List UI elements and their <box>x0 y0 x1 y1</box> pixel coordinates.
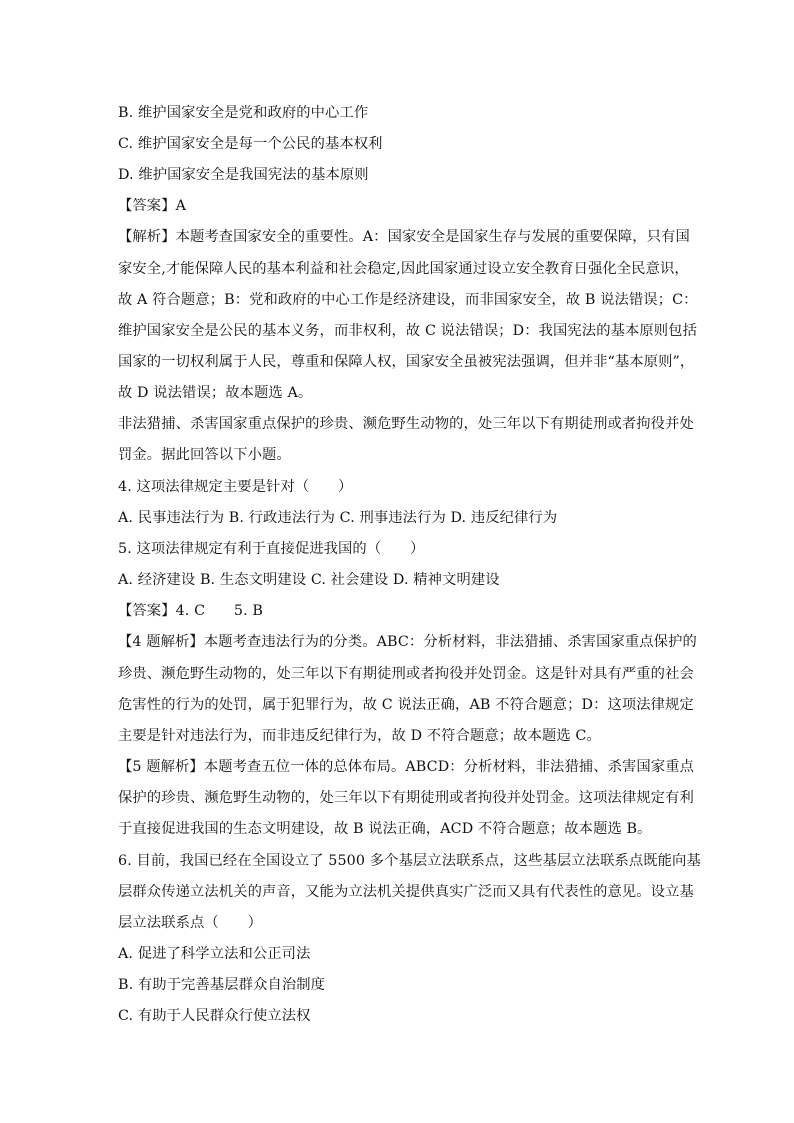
question-4: 4. 这项法律规定主要是针对（ ） <box>118 479 353 495</box>
option-a: A. 促进了科学立法和公正司法 <box>118 946 311 962</box>
answer-line: 【答案】A <box>118 198 187 214</box>
analysis-line: 故 D 说法错误；故本题选 A。 <box>118 385 313 401</box>
analysis-4-line: 主要是针对违法行为，而非违反纪律行为，故 D 不符合题意；故本题选 C。 <box>118 728 601 744</box>
analysis-line: 【解析】本题考查国家安全的重要性。A：国家安全是国家生存与发展的重要保障，只有国 <box>118 229 690 245</box>
material-line: 非法猎捕、杀害国家重点保护的珍贵、濒危野生动物的，处三年以下有期徒刑或者拘役并处 <box>118 416 694 432</box>
analysis-4-line: 珍贵、濒危野生动物的，处三年以下有期徒刑或者拘役并处罚金。这是针对具有严重的社会 <box>118 666 694 682</box>
question-6: 6. 目前，我国已经在全国设立了 5500 多个基层立法联系点，这些基层立法联系点既能向基 <box>118 853 701 869</box>
question-5-options: A. 经济建设 B. 生态文明建设 C. 社会建设 D. 精神文明建设 <box>118 572 500 588</box>
analysis-5-line: 保护的珍贵、濒危野生动物的，处三年以下有期徒刑或者拘役并处罚金。这项法律规定有利 <box>118 790 694 806</box>
answer-line: 【答案】4. C 5. B <box>118 603 263 619</box>
material-line: 罚金。据此回答以下小题。 <box>118 447 291 463</box>
analysis-line: 故 A 符合题意；B：党和政府的中心工作是经济建设，而非国家安全，故 B 说法错误；C： <box>118 292 698 308</box>
option-c: C. 有助于人民群众行使立法权 <box>118 1008 311 1024</box>
question-6: 层立法联系点（ ） <box>118 915 262 931</box>
analysis-5-line: 于直接促进我国的生态文明建设，故 B 说法正确，ACD 不符合题意；故本题选 B。 <box>118 821 652 837</box>
analysis-4-line: 【4 题解析】本题考查违法行为的分类。ABC：分析材料，非法猎捕、杀害国家重点保护的 <box>118 634 697 650</box>
option-b: B. 维护国家安全是党和政府的中心工作 <box>118 105 369 121</box>
analysis-line: 国家的一切权利属于人民，尊重和保障人权，国家安全虽被宪法强调，但并非“基本原则”， <box>118 354 695 370</box>
analysis-line: 家安全,才能保障人民的基本利益和社会稳定,因此国家通过设立安全教育日强化全民意识， <box>118 261 689 277</box>
option-c: C. 维护国家安全是每一个公民的基本权利 <box>118 136 383 152</box>
question-5: 5. 这项法律规定有利于直接促进我国的（ ） <box>118 541 425 557</box>
option-d: D. 维护国家安全是我国宪法的基本原则 <box>118 167 369 183</box>
option-b: B. 有助于完善基层群众自治制度 <box>118 977 326 993</box>
analysis-line: 维护国家安全是公民的基本义务，而非权利，故 C 说法错误；D：我国宪法的基本原则包括 <box>118 323 697 339</box>
question-6: 层群众传递立法机关的声音，又能为立法机关提供真实广泛而又具有代表性的意见。设立基 <box>118 884 694 900</box>
analysis-5-line: 【5 题解析】本题考查五位一体的总体布局。ABCD：分析材料，非法猎捕、杀害国家重点 <box>118 759 695 775</box>
analysis-4-line: 危害性的行为的处罚，属于犯罪行为，故 C 说法正确，AB 不符合题意；D：这项法律规定 <box>118 697 694 713</box>
question-4-options: A. 民事违法行为 B. 行政违法行为 C. 刑事违法行为 D. 违反纪律行为 <box>118 510 558 526</box>
